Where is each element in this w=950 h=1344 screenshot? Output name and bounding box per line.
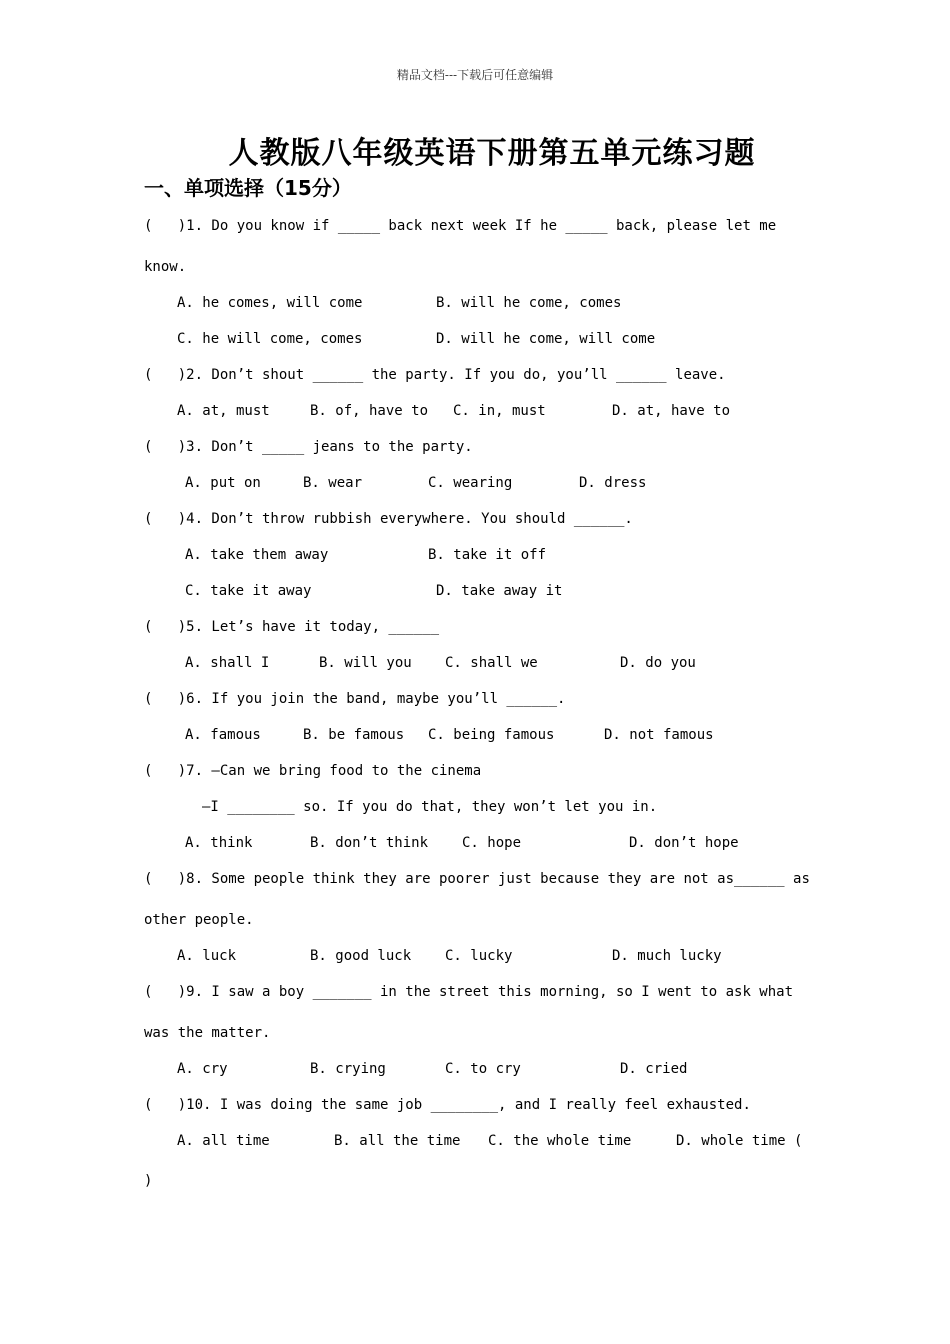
question-7-response: —I ________ so. If you do that, they won’t let you in. <box>202 799 658 815</box>
option-2a: A. at, must <box>177 403 270 419</box>
option-4c: C. take it away <box>185 583 312 599</box>
option-2d: D. at, have to <box>612 403 731 419</box>
section-heading: 一、单项选择（15分） <box>144 176 352 200</box>
question-9-continued: was the matter. <box>144 1025 271 1041</box>
question-9: ( )9. I saw a boy _______ in the street this morning, so I went to ask what <box>144 984 794 1000</box>
option-1a: A. he comes, will come <box>177 295 363 311</box>
option-5b: B. will you <box>319 655 412 671</box>
question-2: ( )2. Don’t shout ______ the party. If you do, you’ll ______ leave. <box>144 367 726 383</box>
option-3b: B. wear <box>303 475 363 491</box>
option-7a: A. think <box>185 835 253 851</box>
option-6b: B. be famous <box>303 727 405 743</box>
question-4: ( )4. Don’t throw rubbish everywhere. You should ______. <box>144 511 633 527</box>
option-8a: A. luck <box>177 948 237 964</box>
option-9b: B. crying <box>310 1061 386 1077</box>
option-4b: B. take it off <box>428 547 547 563</box>
option-6a: A. famous <box>185 727 261 743</box>
option-2c: C. in, must <box>453 403 546 419</box>
option-10b: B. all the time <box>334 1133 461 1149</box>
question-10: ( )10. I was doing the same job ________, and I really feel exhausted. <box>144 1097 751 1113</box>
option-4d: D. take away it <box>436 583 563 599</box>
option-10c: C. the whole time <box>488 1133 632 1149</box>
question-7: ( )7. —Can we bring food to the cinema <box>144 763 482 779</box>
option-5a: A. shall I <box>185 655 270 671</box>
option-5d: D. do you <box>620 655 696 671</box>
option-4a: A. take them away <box>185 547 329 563</box>
option-6d: D. not famous <box>604 727 714 743</box>
question-10-continued: ) <box>144 1173 153 1189</box>
option-3d: D. dress <box>579 475 647 491</box>
option-3c: C. wearing <box>428 475 513 491</box>
option-9d: D. cried <box>620 1061 688 1077</box>
option-10d: D. whole time ( <box>676 1133 803 1149</box>
option-9c: C. to cry <box>445 1061 521 1077</box>
option-8c: C. lucky <box>445 948 513 964</box>
option-1b: B. will he come, comes <box>436 295 622 311</box>
page-header: 精品文档---下载后可任意编辑 <box>396 68 554 82</box>
option-8b: B. good luck <box>310 948 412 964</box>
option-5c: C. shall we <box>445 655 538 671</box>
option-9a: A. cry <box>177 1061 228 1077</box>
option-1d: D. will he come, will come <box>436 331 656 347</box>
option-10a: A. all time <box>177 1133 270 1149</box>
question-3: ( )3. Don’t _____ jeans to the party. <box>144 439 473 455</box>
option-3a: A. put on <box>185 475 261 491</box>
option-7b: B. don’t think <box>310 835 429 851</box>
question-8: ( )8. Some people think they are poorer just because they are not as______ as <box>144 871 810 887</box>
question-1-continued: know. <box>144 259 187 275</box>
option-6c: C. being famous <box>428 727 555 743</box>
option-7c: C. hope <box>462 835 522 851</box>
option-1c: C. he will come, comes <box>177 331 363 347</box>
option-2b: B. of, have to <box>310 403 429 419</box>
question-8-continued: other people. <box>144 912 254 928</box>
option-8d: D. much lucky <box>612 948 722 964</box>
document-title: 人教版八年级英语下册第五单元练习题 <box>228 136 756 171</box>
question-6: ( )6. If you join the band, maybe you’ll ______. <box>144 691 566 707</box>
question-1: ( )1. Do you know if _____ back next week If he _____ back, please let me <box>144 218 777 234</box>
question-5: ( )5. Let’s have it today, ______ <box>144 619 440 635</box>
option-7d: D. don’t hope <box>629 835 739 851</box>
